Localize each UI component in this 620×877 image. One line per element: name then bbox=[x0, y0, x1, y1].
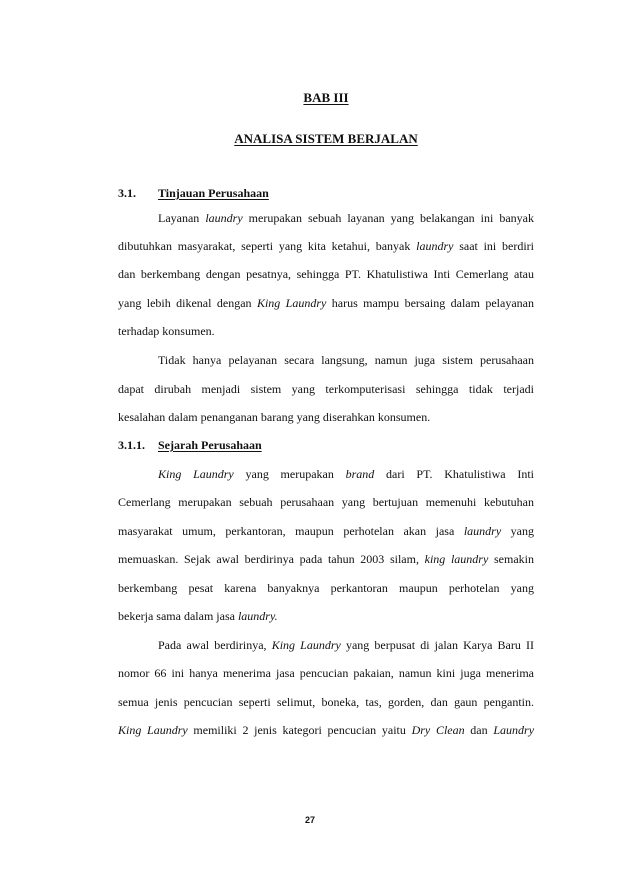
section-number: 3.1.1. bbox=[118, 438, 145, 452]
paragraph-4-line-4: King Laundry memiliki 2 jenis kategori pencucian yaitu Dry Clean dan Laundry bbox=[118, 723, 535, 737]
paragraph-4-line-3: semua jenis pencucian seperti selimut, boneka, tas, gorden, dan gaun pengantin. bbox=[118, 695, 534, 709]
paragraph-3-line-3: masyarakat umum, perkantoran, maupun perhotelan akan jasa laundry yang bbox=[118, 524, 534, 538]
paragraph-3-line-5: berkembang pesat karena banyaknya perkantoran maupun perhotelan yang bbox=[118, 581, 534, 595]
paragraph-3-line-4: memuaskan. Sejak awal berdirinya pada tahun 2003 silam, king laundry semakin bbox=[118, 552, 534, 566]
chapter-number: BAB III bbox=[303, 90, 349, 105]
paragraph-1-line-1: Layanan laundry merupakan sebuah layanan yang belakangan ini banyak bbox=[158, 211, 534, 225]
section-title: Sejarah Perusahaan bbox=[158, 438, 262, 452]
paragraph-3-line-6: bekerja sama dalam jasa laundry. bbox=[118, 609, 278, 623]
paragraph-4-line-1: Pada awal berdirinya, King Laundry yang berpusat di jalan Karya Baru II bbox=[158, 638, 534, 652]
section-heading-3-1-1 bbox=[118, 438, 262, 452]
page-number: 27 bbox=[304, 815, 315, 825]
paragraph-2-line-3: kesalahan dalam penanganan barang yang diserahkan konsumen. bbox=[118, 410, 431, 424]
section-title: Tinjauan Perusahaan bbox=[158, 186, 269, 200]
paragraph-1-line-5: terhadap konsumen. bbox=[118, 324, 215, 338]
paragraph-2-line-1: Tidak hanya pelayanan secara langsung, namun juga sistem perusahaan bbox=[158, 353, 534, 367]
section-heading-3-1 bbox=[118, 186, 269, 200]
chapter-title: ANALISA SISTEM BERJALAN bbox=[234, 131, 418, 146]
paragraph-3-line-1: King Laundry yang merupakan brand dari PT. Khatulistiwa Inti bbox=[158, 467, 534, 481]
paragraph-3-line-2: Cemerlang merupakan sebuah perusahaan yang bertujuan memenuhi kebutuhan bbox=[118, 495, 534, 509]
section-number: 3.1. bbox=[118, 186, 136, 200]
paragraph-1-line-2: dibutuhkan masyarakat, seperti yang kita ketahui, banyak laundry saat ini berdiri bbox=[118, 239, 534, 253]
paragraph-4-line-2: nomor 66 ini hanya menerima jasa pencucian pakaian, namun kini juga menerima bbox=[118, 666, 534, 680]
paragraph-1-line-4: yang lebih dikenal dengan King Laundry harus mampu bersaing dalam pelayanan bbox=[118, 296, 534, 310]
paragraph-2-line-2: dapat dirubah menjadi sistem yang terkomputerisasi sehingga tidak terjadi bbox=[118, 382, 534, 396]
paragraph-1-line-3: dan berkembang dengan pesatnya, sehingga PT. Khatulistiwa Inti Cemerlang atau bbox=[118, 267, 534, 281]
